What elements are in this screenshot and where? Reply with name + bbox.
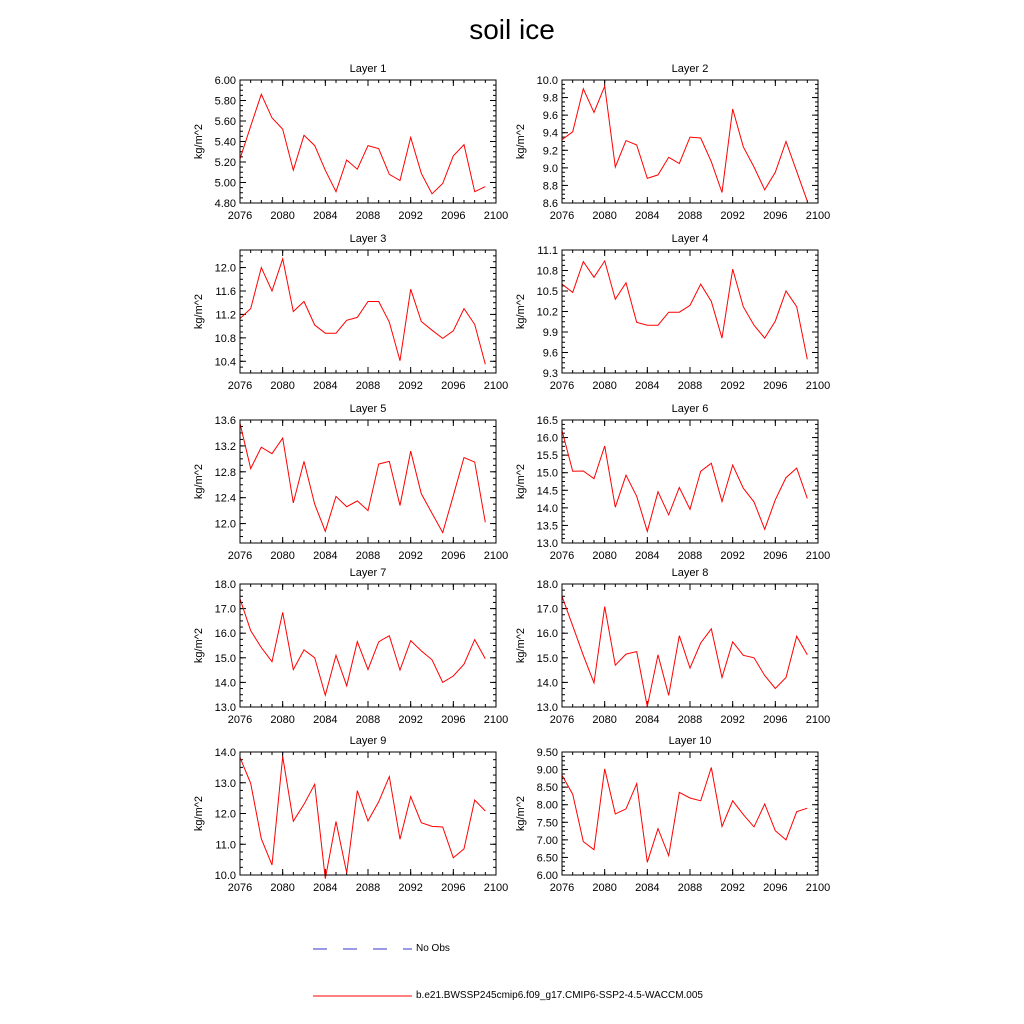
x-tick-label: 2092 [398, 882, 423, 894]
x-tick-label: 2076 [227, 380, 253, 392]
y-axis-label: kg/m^2 [515, 123, 527, 160]
plot-frame [562, 250, 818, 373]
x-tick-label: 2100 [483, 210, 509, 222]
y-tick-label: 18.0 [536, 579, 558, 591]
panel-title: Layer 1 [349, 63, 387, 75]
x-tick-label: 2100 [483, 380, 509, 392]
panel-title: Layer 3 [349, 233, 387, 245]
x-tick-label: 2092 [720, 550, 745, 562]
x-tick-label: 2076 [227, 714, 253, 726]
plot-frame [562, 420, 818, 543]
y-tick-label: 17.0 [536, 603, 558, 616]
x-tick-label: 2084 [635, 714, 660, 726]
y-axis-label: kg/m^2 [515, 293, 527, 330]
y-tick-label: 15.0 [536, 467, 558, 480]
plot-frame [562, 752, 818, 875]
x-tick-label: 2100 [483, 882, 509, 894]
x-tick-label: 2088 [677, 550, 703, 562]
x-tick-label: 2080 [592, 380, 617, 392]
panel-10 [515, 735, 830, 894]
plot-frame [562, 80, 818, 203]
y-tick-label: 9.0 [542, 162, 558, 175]
panel-title: Layer 4 [671, 233, 709, 245]
y-tick-label: 13.0 [214, 702, 236, 714]
y-tick-label: 9.9 [542, 327, 558, 339]
y-tick-label: 16.0 [214, 628, 236, 641]
y-axis-label: kg/m^2 [193, 293, 205, 330]
legend-label-model: b.e21.BWSSP245cmip6.f09_g17.CMIP6-SSP2-4.5-WACCM.005 [416, 990, 703, 1001]
y-tick-label: 14.0 [214, 677, 236, 690]
series-line [240, 757, 485, 879]
y-tick-label: 11.1 [537, 245, 558, 257]
y-tick-label: 14.0 [214, 747, 236, 759]
y-tick-label: 10.2 [536, 306, 558, 319]
panel-title: Layer 10 [668, 735, 712, 747]
panel-5 [193, 403, 508, 562]
y-tick-label: 6.50 [536, 852, 558, 865]
x-tick-label: 2076 [549, 550, 575, 562]
y-tick-label: 5.20 [214, 157, 236, 169]
y-axis-label: kg/m^2 [193, 795, 205, 832]
y-tick-label: 11.2 [215, 309, 236, 322]
y-tick-label: 10.4 [214, 356, 236, 369]
x-tick-label: 2084 [313, 550, 338, 562]
x-tick-label: 2088 [677, 210, 703, 222]
y-tick-label: 7.50 [536, 817, 558, 830]
y-tick-label: 15.0 [214, 652, 236, 665]
panel-title: Layer 2 [671, 63, 709, 75]
series-line [240, 94, 485, 194]
y-tick-label: 16.0 [536, 628, 558, 641]
y-axis-label: kg/m^2 [193, 123, 205, 160]
series-line [240, 259, 485, 364]
y-tick-label: 9.2 [542, 145, 558, 158]
y-tick-label: 13.0 [536, 702, 558, 714]
x-tick-label: 2096 [441, 882, 466, 894]
panel-title: Layer 5 [349, 403, 387, 415]
legend-label-obs: No Obs [416, 943, 450, 954]
x-tick-label: 2088 [677, 380, 703, 392]
y-tick-label: 12.0 [214, 518, 236, 531]
x-tick-label: 2080 [270, 210, 295, 222]
x-tick-label: 2080 [592, 714, 617, 726]
y-tick-label: 16.0 [536, 432, 558, 445]
x-tick-label: 2092 [720, 210, 745, 222]
y-tick-label: 17.0 [214, 603, 236, 616]
x-tick-label: 2076 [549, 380, 575, 392]
y-tick-label: 12.0 [214, 808, 236, 821]
x-tick-label: 2076 [227, 550, 253, 562]
panel-8 [515, 567, 830, 726]
x-tick-label: 2096 [763, 380, 788, 392]
x-tick-label: 2076 [549, 210, 575, 222]
plot-frame [240, 584, 496, 707]
x-tick-label: 2088 [677, 714, 703, 726]
y-tick-label: 5.00 [214, 177, 236, 190]
y-tick-label: 9.3 [542, 368, 558, 380]
y-tick-label: 13.2 [214, 440, 236, 453]
x-tick-label: 2076 [227, 210, 253, 222]
x-tick-label: 2100 [483, 714, 509, 726]
y-tick-label: 12.4 [214, 492, 236, 505]
x-tick-label: 2100 [483, 550, 509, 562]
x-tick-label: 2096 [441, 550, 466, 562]
plot-frame [240, 752, 496, 875]
x-tick-label: 2088 [355, 380, 381, 392]
series-line [562, 86, 807, 201]
x-tick-label: 2084 [635, 210, 660, 222]
y-tick-label: 8.8 [542, 180, 558, 193]
y-tick-label: 13.6 [214, 415, 236, 427]
plot-frame [240, 250, 496, 373]
x-tick-label: 2100 [805, 380, 831, 392]
y-tick-label: 14.0 [536, 502, 558, 515]
panel-9 [193, 735, 508, 894]
y-tick-label: 9.6 [542, 110, 558, 123]
x-tick-label: 2084 [313, 380, 338, 392]
x-tick-label: 2092 [398, 380, 423, 392]
y-tick-label: 9.4 [542, 127, 558, 140]
x-tick-label: 2076 [227, 882, 253, 894]
series-line [240, 599, 485, 695]
series-line [562, 768, 807, 863]
x-tick-label: 2080 [270, 550, 295, 562]
x-tick-label: 2092 [398, 550, 423, 562]
x-tick-label: 2100 [805, 714, 831, 726]
y-tick-label: 5.80 [214, 95, 236, 108]
y-tick-label: 13.5 [536, 520, 558, 533]
y-tick-label: 11.0 [215, 839, 236, 852]
panel-7 [193, 567, 508, 726]
series-line [562, 261, 807, 359]
x-tick-label: 2096 [763, 714, 788, 726]
y-tick-label: 9.6 [542, 347, 558, 360]
y-tick-label: 10.0 [536, 75, 558, 87]
y-tick-label: 14.0 [536, 677, 558, 690]
y-tick-label: 10.8 [536, 265, 558, 278]
x-tick-label: 2100 [805, 210, 831, 222]
x-tick-label: 2092 [398, 714, 423, 726]
series-line [240, 423, 485, 532]
x-tick-label: 2088 [355, 550, 381, 562]
y-tick-label: 9.8 [542, 92, 558, 105]
x-tick-label: 2084 [635, 550, 660, 562]
panel-title: Layer 7 [349, 567, 387, 579]
x-tick-label: 2080 [270, 380, 295, 392]
x-tick-label: 2080 [270, 714, 295, 726]
y-tick-label: 10.5 [536, 286, 558, 298]
y-tick-label: 12.0 [214, 262, 236, 275]
y-axis-label: kg/m^2 [515, 795, 527, 832]
y-axis-label: kg/m^2 [515, 463, 527, 500]
x-tick-label: 2096 [441, 714, 466, 726]
x-tick-label: 2092 [720, 380, 745, 392]
x-tick-label: 2096 [763, 210, 788, 222]
y-tick-label: 13.0 [214, 777, 236, 790]
x-tick-label: 2088 [355, 882, 381, 894]
panel-1 [193, 63, 508, 222]
panel-title: Layer 6 [671, 403, 709, 415]
panel-2 [515, 63, 830, 222]
chart-title: soil ice [469, 14, 555, 45]
y-tick-label: 6.00 [214, 75, 236, 87]
y-axis-label: kg/m^2 [515, 627, 527, 664]
x-tick-label: 2092 [720, 882, 745, 894]
y-tick-label: 8.50 [536, 782, 558, 795]
x-tick-label: 2100 [805, 550, 831, 562]
y-tick-label: 6.00 [536, 870, 558, 882]
x-tick-label: 2100 [805, 882, 831, 894]
x-tick-label: 2080 [270, 882, 295, 894]
x-tick-label: 2080 [592, 550, 617, 562]
y-tick-label: 5.40 [214, 136, 236, 149]
y-tick-label: 8.00 [536, 799, 558, 812]
y-tick-label: 14.5 [536, 485, 558, 498]
x-tick-label: 2096 [763, 550, 788, 562]
panel-title: Layer 8 [671, 567, 709, 579]
x-tick-label: 2084 [635, 882, 660, 894]
x-tick-label: 2076 [549, 714, 575, 726]
x-tick-label: 2092 [398, 210, 423, 222]
series-line [562, 431, 807, 532]
y-tick-label: 5.60 [214, 116, 236, 128]
x-tick-label: 2084 [313, 210, 338, 222]
x-tick-label: 2084 [635, 380, 660, 392]
series-line [562, 596, 807, 706]
panel-3 [193, 233, 508, 392]
plot-frame [240, 80, 496, 203]
x-tick-label: 2088 [355, 714, 381, 726]
y-tick-label: 8.6 [542, 198, 558, 210]
y-tick-label: 9.50 [536, 747, 558, 759]
y-axis-label: kg/m^2 [193, 627, 205, 664]
y-tick-label: 10.0 [214, 870, 236, 882]
x-tick-label: 2088 [677, 882, 703, 894]
x-tick-label: 2080 [592, 882, 617, 894]
y-tick-label: 12.8 [214, 466, 236, 479]
y-axis-label: kg/m^2 [193, 463, 205, 500]
panel-6 [515, 403, 830, 562]
y-tick-label: 4.80 [214, 198, 236, 210]
y-tick-label: 15.0 [536, 652, 558, 665]
y-tick-label: 9.00 [536, 764, 558, 777]
x-tick-label: 2084 [313, 882, 338, 894]
panel-4 [515, 233, 830, 392]
y-tick-label: 7.00 [536, 834, 558, 847]
y-tick-label: 11.6 [215, 286, 236, 298]
y-tick-label: 18.0 [214, 579, 236, 591]
x-tick-label: 2080 [592, 210, 617, 222]
y-tick-label: 16.5 [536, 415, 558, 427]
x-tick-label: 2076 [549, 882, 575, 894]
plot-frame [562, 584, 818, 707]
y-tick-label: 10.8 [214, 332, 236, 345]
x-tick-label: 2096 [441, 210, 466, 222]
y-tick-label: 13.0 [536, 538, 558, 550]
x-tick-label: 2092 [720, 714, 745, 726]
y-tick-label: 15.5 [536, 450, 558, 463]
x-tick-label: 2096 [763, 882, 788, 894]
x-tick-label: 2088 [355, 210, 381, 222]
panel-title: Layer 9 [349, 735, 387, 747]
x-tick-label: 2084 [313, 714, 338, 726]
x-tick-label: 2096 [441, 380, 466, 392]
